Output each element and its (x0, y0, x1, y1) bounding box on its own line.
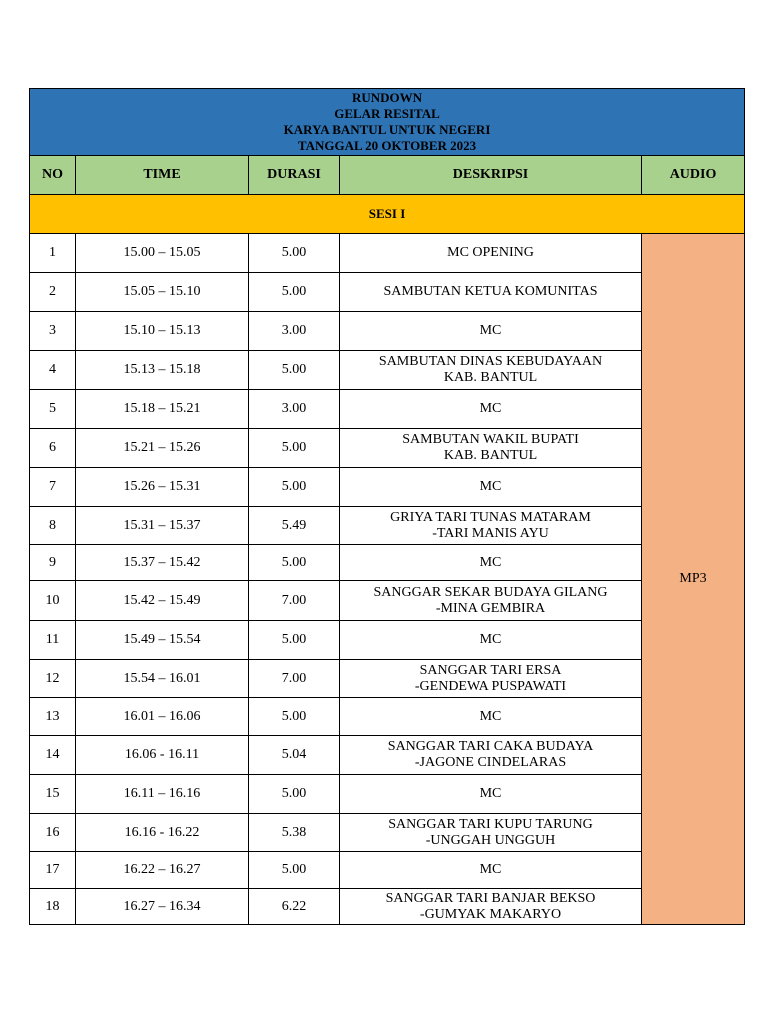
row-time: 16.11 – 16.16 (76, 775, 249, 814)
row-time: 15.21 – 15.26 (76, 429, 249, 468)
row-no: 4 (30, 351, 76, 390)
row-deskripsi (340, 775, 642, 814)
table-row (30, 736, 745, 775)
row-deskripsi-line-1: MC (479, 323, 502, 338)
row-deskripsi (340, 429, 642, 468)
table-title (30, 89, 745, 156)
row-deskripsi-line-1: MC (479, 401, 502, 416)
row-deskripsi-line-1: MC (479, 862, 502, 877)
table-row (30, 390, 745, 429)
row-durasi: 5.00 (249, 273, 340, 312)
table-row (30, 468, 745, 507)
table-row (30, 581, 745, 621)
row-no: 14 (30, 736, 76, 775)
row-time: 15.00 – 15.05 (76, 234, 249, 273)
table-row (30, 621, 745, 660)
row-deskripsi (340, 698, 642, 736)
row-durasi: 3.00 (249, 390, 340, 429)
row-durasi: 5.00 (249, 234, 340, 273)
row-deskripsi-line-1: MC (479, 479, 502, 494)
row-durasi: 5.00 (249, 468, 340, 507)
row-deskripsi-line-1: SAMBUTAN DINAS KEBUDAYAAN (378, 354, 603, 369)
row-no: 11 (30, 621, 76, 660)
row-deskripsi-line-2: KAB. BANTUL (443, 370, 538, 385)
row-deskripsi (340, 889, 642, 925)
row-deskripsi (340, 545, 642, 581)
row-deskripsi-line-1: MC (479, 708, 502, 724)
title-line-2: GELAR RESITAL (334, 106, 440, 121)
row-time: 15.05 – 15.10 (76, 273, 249, 312)
row-durasi: 3.00 (249, 312, 340, 351)
table-row (30, 545, 745, 581)
row-no: 16 (30, 814, 76, 852)
row-deskripsi (340, 814, 642, 852)
row-deskripsi-line-1: SANGGAR TARI CAKA BUDAYA (387, 739, 594, 754)
row-deskripsi (340, 507, 642, 545)
table-row (30, 429, 745, 468)
row-no: 15 (30, 775, 76, 814)
row-deskripsi-line-1: MC (479, 786, 502, 801)
row-time: 15.26 – 15.31 (76, 468, 249, 507)
row-deskripsi-line-1: MC (479, 632, 502, 647)
row-deskripsi-line-2: -GENDEWA PUSPAWATI (414, 678, 567, 694)
row-deskripsi-line-1: SAMBUTAN WAKIL BUPATI (402, 432, 579, 447)
row-no: 12 (30, 660, 76, 698)
row-deskripsi-line-2: -GUMYAK MAKARYO (419, 906, 562, 922)
title-line-4: TANGGAL 20 OKTOBER 2023 (297, 138, 477, 153)
title-line-3: KARYA BANTUL UNTUK NEGERI (283, 122, 491, 137)
row-time: 15.37 – 15.42 (76, 545, 249, 581)
row-deskripsi-line-2: -JAGONE CINDELARAS (414, 755, 567, 770)
rundown-table (29, 88, 745, 925)
row-deskripsi-line-1: MC OPENING (447, 245, 534, 260)
row-deskripsi-line-1: GRIYA TARI TUNAS MATARAM (390, 509, 591, 525)
row-deskripsi (340, 581, 642, 621)
row-deskripsi (340, 312, 642, 351)
row-no: 1 (30, 234, 76, 273)
row-durasi: 5.00 (249, 698, 340, 736)
row-deskripsi-line-1: SAMBUTAN KETUA KOMUNITAS (383, 284, 598, 299)
session-label: SESI I (30, 195, 745, 234)
table-row (30, 312, 745, 351)
row-no: 5 (30, 390, 76, 429)
row-deskripsi (340, 468, 642, 507)
header-time: TIME (76, 156, 249, 195)
row-time: 16.27 – 16.34 (76, 889, 249, 925)
row-no: 8 (30, 507, 76, 545)
row-durasi: 5.00 (249, 351, 340, 390)
row-no: 2 (30, 273, 76, 312)
row-deskripsi-line-1: SANGGAR TARI BANJAR BEKSO (385, 890, 596, 906)
row-deskripsi (340, 736, 642, 775)
table-row (30, 852, 745, 889)
row-no: 3 (30, 312, 76, 351)
row-no: 13 (30, 698, 76, 736)
table-row (30, 660, 745, 698)
row-no: 6 (30, 429, 76, 468)
row-time: 15.42 – 15.49 (76, 581, 249, 621)
row-deskripsi-line-2: -MINA GEMBIRA (435, 600, 546, 616)
row-time: 16.01 – 16.06 (76, 698, 249, 736)
table-row (30, 775, 745, 814)
row-durasi: 7.00 (249, 660, 340, 698)
table-row (30, 351, 745, 390)
row-deskripsi-line-1: SANGGAR TARI ERSA (419, 662, 562, 678)
row-durasi: 5.00 (249, 545, 340, 581)
row-deskripsi (340, 660, 642, 698)
row-durasi: 5.00 (249, 775, 340, 814)
row-deskripsi (340, 273, 642, 312)
audio-value: MP3 (642, 234, 745, 925)
row-time: 15.49 – 15.54 (76, 621, 249, 660)
row-durasi: 5.04 (249, 736, 340, 775)
row-deskripsi-line-1: SANGGAR SEKAR BUDAYA GILANG (373, 584, 608, 600)
row-durasi: 6.22 (249, 889, 340, 925)
row-time: 15.18 – 15.21 (76, 390, 249, 429)
row-time: 15.31 – 15.37 (76, 507, 249, 545)
row-time: 15.54 – 16.01 (76, 660, 249, 698)
table-row (30, 273, 745, 312)
row-durasi: 5.00 (249, 852, 340, 889)
header-durasi: DURASI (249, 156, 340, 195)
row-durasi: 5.00 (249, 621, 340, 660)
row-durasi: 5.00 (249, 429, 340, 468)
row-time: 16.22 – 16.27 (76, 852, 249, 889)
title-line-1: RUNDOWN (351, 90, 423, 105)
row-deskripsi (340, 390, 642, 429)
header-deskripsi: DESKRIPSI (340, 156, 642, 195)
row-time: 15.10 – 15.13 (76, 312, 249, 351)
row-time: 16.06 - 16.11 (76, 736, 249, 775)
row-deskripsi-line-2: -UNGGAH UNGGUH (425, 832, 556, 848)
row-deskripsi-line-2: -TARI MANIS AYU (432, 525, 549, 541)
row-deskripsi (340, 234, 642, 273)
table-row (30, 698, 745, 736)
row-time: 16.16 - 16.22 (76, 814, 249, 852)
table-row (30, 234, 745, 273)
row-deskripsi (340, 852, 642, 889)
row-no: 7 (30, 468, 76, 507)
header-no: NO (30, 156, 76, 195)
row-no: 9 (30, 545, 76, 581)
row-time: 15.13 – 15.18 (76, 351, 249, 390)
row-deskripsi-line-1: SANGGAR TARI KUPU TARUNG (388, 816, 593, 832)
header-audio: AUDIO (642, 156, 745, 195)
row-deskripsi (340, 621, 642, 660)
row-deskripsi-line-1: MC (479, 554, 502, 570)
row-durasi: 5.49 (249, 507, 340, 545)
row-no: 10 (30, 581, 76, 621)
row-deskripsi-line-2: KAB. BANTUL (443, 448, 538, 463)
row-no: 18 (30, 889, 76, 925)
row-no: 17 (30, 852, 76, 889)
table-row (30, 507, 745, 545)
row-deskripsi (340, 351, 642, 390)
table-row (30, 814, 745, 852)
row-durasi: 7.00 (249, 581, 340, 621)
table-row (30, 889, 745, 925)
row-durasi: 5.38 (249, 814, 340, 852)
